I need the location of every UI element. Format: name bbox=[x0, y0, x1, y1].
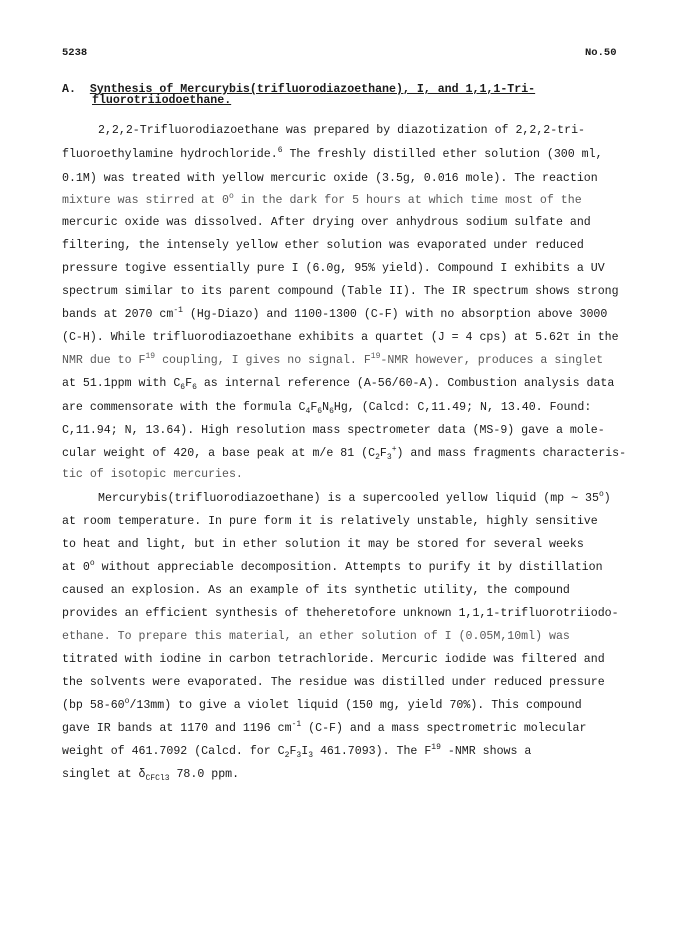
p1-line: NMR due to $F^{19}$ coupling, I gives no signal. $F^{19}$-NMR however, produces a singlet bbox=[62, 352, 604, 367]
p2-line: singlet at $\delta_{CFCl3}$ 78.0 ppm. bbox=[62, 768, 240, 783]
p1-line: (C-H). While trifluorodiazoethane exhibits a quartet (J = 4 cps) at 5.62τ in the bbox=[62, 331, 619, 344]
p2-line: caused an explosion. As an example of its synthetic utility, the compound bbox=[62, 584, 570, 597]
p1-line: pressure togive essentially pure I (6.0g, 95% yield). Compound I exhibits a UV bbox=[62, 262, 605, 275]
p2-line: at room temperature. In pure form it is relatively unstable, highly sensitive bbox=[62, 515, 598, 528]
p1-line: C,11.94; N, 13.64). High resolution mass spectrometer data (MS-9) gave a mole- bbox=[62, 424, 605, 437]
issue-number: No.50 bbox=[585, 47, 617, 59]
p1-line: mixture was stirred at 0$^o$ in the dark for 5 hours at which time most of the bbox=[62, 192, 582, 207]
page-number: 5238 bbox=[62, 47, 88, 59]
p1-line: cular weight of 420, a base peak at m/e 81 $(C_2F_3^+)$ and mass fragments characteris- bbox=[62, 445, 627, 462]
p2-line: Mercurybis(trifluorodiazoethane) is a supercooled yellow liquid (mp ∼ 35$^o$) bbox=[98, 490, 611, 505]
p1-line: 2,2,2-Trifluorodiazoethane was prepared by diazotization of 2,2,2-tri- bbox=[98, 124, 586, 137]
section-title-line1: Synthesis of Mercurybis(trifluorodiazoethane), I, and 1,1,1-Tri- bbox=[89, 83, 536, 96]
p1-line: are commensorate with the formula $C_4F_6N_6Hg$, (Calcd: C,11.49; N, 13.40. Found: bbox=[62, 401, 592, 416]
p2-line: at 0$^o$ without appreciable decomposition. Attempts to purify it by distillation bbox=[62, 559, 603, 574]
p1-line: bands at 2070 $cm^{-1}$ (Hg-Diazo) and 1100-1300 (C-F) with no absorption above 3000 bbox=[62, 306, 608, 321]
p1-line: filtering, the intensely yellow ether solution was evaporated under reduced bbox=[62, 239, 584, 252]
p2-line: (bp 58-60$^o$/13mm) to give a violet liquid (150 mg, yield 70%). This compound bbox=[62, 697, 582, 712]
p2-line: weight of 461.7092 (Calcd. for $C_2F_3I_3$ 461.7093). The $F^{19}$ -NMR shows a bbox=[62, 743, 532, 760]
section-title-line2: fluorotriiodoethane. bbox=[92, 94, 232, 107]
section-label: A. bbox=[62, 83, 76, 96]
p2-line: gave IR bands at 1170 and 1196 $cm^{-1}$ (C-F) and a mass spectrometric molecular bbox=[62, 720, 587, 735]
section-heading bbox=[62, 84, 642, 106]
p2-line: titrated with iodine in carbon tetrachloride. Mercuric iodide was filtered and bbox=[62, 653, 605, 666]
p1-line: 0.1M) was treated with yellow mercuric oxide (3.5g, 0.016 mole). The reaction bbox=[62, 172, 598, 185]
p1-line: mercuric oxide was dissolved. After drying over anhydrous sodium sulfate and bbox=[62, 216, 591, 229]
p1-line: spectrum similar to its parent compound (Table II). The IR spectrum shows strong bbox=[62, 285, 619, 298]
p2-line: provides an efficient synthesis of theheretofore unknown 1,1,1-trifluorotriiodo- bbox=[62, 607, 619, 620]
p2-line: to heat and light, but in ether solution it may be stored for several weeks bbox=[62, 538, 584, 551]
p1-line: tic of isotopic mercuries. bbox=[62, 468, 243, 481]
p2-line: ethane. To prepare this material, an ether solution of I (0.05M,10ml) was bbox=[62, 630, 570, 643]
p1-line: fluoroethylamine hydrochloride.$^6$ The freshly distilled ether solution (300 ml, bbox=[62, 146, 603, 161]
p2-line: the solvents were evaporated. The residue was distilled under reduced pressure bbox=[62, 676, 605, 689]
p1-line: at 51.1ppm with $C_6F_6$ as internal reference (A-56/60-A). Combustion analysis data bbox=[62, 377, 615, 392]
